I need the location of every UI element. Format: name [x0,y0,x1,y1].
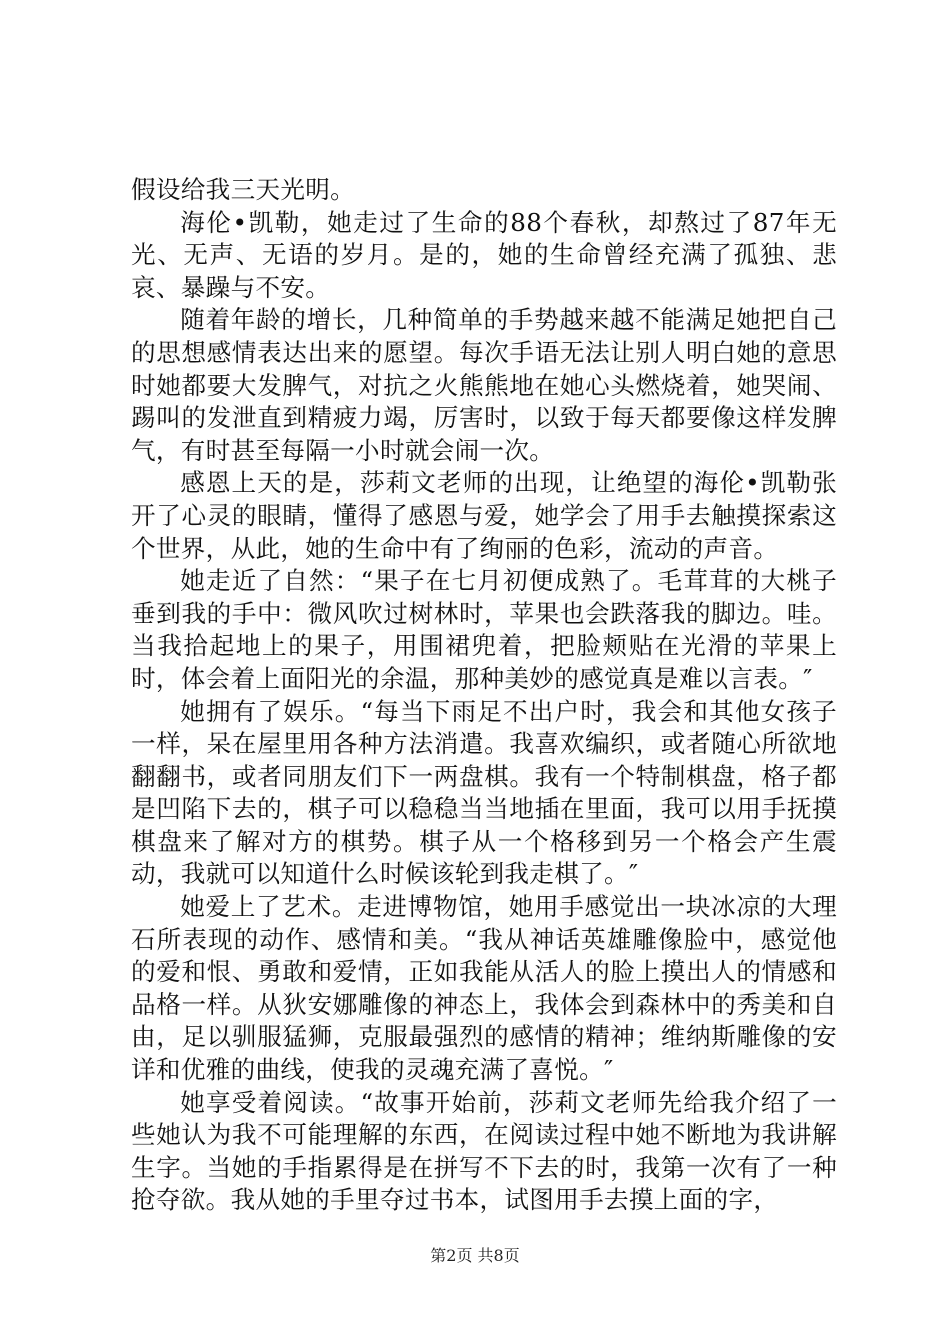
paragraph: 她走近了自然：“果子在七月初便成熟了。毛茸茸的大桃子垂到我的手中：微风吹过树林时，苹果也会跌落我的脚边。哇。当我拾起地上的果子，用围裙兜着，把脸颊贴在光滑的苹果上时，体会着上面阳光的余温，那种美妙的感觉真是难以言表。″ [131,566,837,693]
page-number-footer: 第2页 共8页 [430,1246,520,1265]
paragraph: 随着年龄的增长，几种简单的手势越来越不能满足她把自己的思想感情表达出来的愿望。每次手语无法让别人明白她的意思时她都要大发脾气，对抗之火熊熊地在她心头燃烧着，她哭闹、踢叫的发泄直到精疲力竭，厉害时，以致于每天都要像这样发脾气，有时甚至每隔一小时就会闹一次。 [131,305,837,465]
paragraph: 她享受着阅读。“故事开始前，莎莉文老师先给我介绍了一些她认为我不可能理解的东西，在阅读过程中她不断地为我讲解生字。当她的手指累得是在拼写不下去的时，我第一次有了一种抢夺欲。我从她的手里夺过书本，试图用手去摸上面的字， [131,1087,837,1215]
paragraph: 她拥有了娱乐。“每当下雨足不出户时，我会和其他女孩子一样，呆在屋里用各种方法消遣。我喜欢编织，或者随心所欲地翻翻书，或者同朋友们下一两盘棋。我有一个特制棋盘，格子都是凹陷下去的，棋子可以稳稳当当地插在里面，我可以用手抚摸棋盘来了解对方的棋势。棋子从一个格移到另一个格会产生震动，我就可以知道什么时候该轮到我走棋了。″ [131,696,837,889]
paragraph: 她爱上了艺术。走进博物馆，她用手感觉出一块冰凉的大理石所表现的动作、感情和美。“我从神话英雄雕像脸中，感觉他的爱和恨、勇敢和爱情，正如我能从活人的脸上摸出人的情感和品格一样。从狄安娜雕像的神态上，我体会到森林中的秀美和自由，足以驯服猛狮，克服最强烈的感情的精神；维纳斯雕像的安详和优雅的曲线，使我的灵魂充满了喜悦。″ [131,892,837,1085]
paragraph: 海伦•凯勒，她走过了生命的88个春秋，却熬过了87年无光、无声、无语的岁月。是的，她的生命曾经充满了孤独、悲哀、暴躁与不安。 [131,207,837,302]
paragraph: 感恩上天的是，莎莉文老师的出现，让绝望的海伦•凯勒张开了心灵的眼睛，懂得了感恩与爱，她学会了用手去触摸探索这个世界，从此，她的生命中有了绚丽的色彩，流动的声音。 [131,468,837,563]
paragraph: 假设给我三天光明。 [131,175,356,204]
document-body [131,174,837,1217]
